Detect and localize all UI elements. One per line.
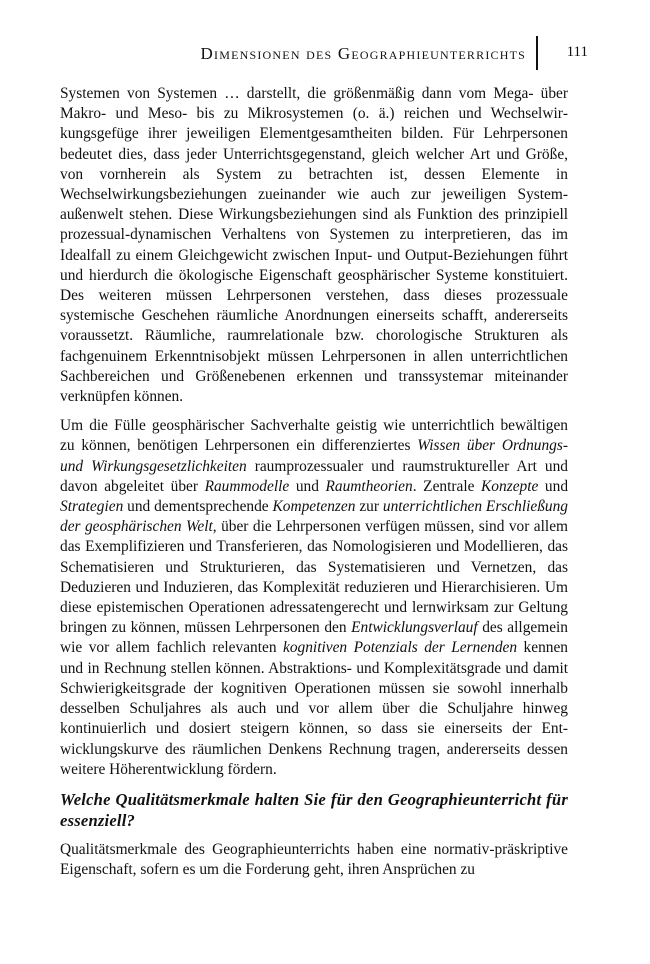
text-run: kennen und in Rechnung stellen können. Abstraktions- und Komplexitätsgrade und damit Schwierigkeitsgrade der kognitiven Operationen müssen sie sowohl innerhalb desselben Schuljahres als auch und vor allem über die Schuljahre hinweg kontinuierlich und dosiert steigern können, so dass sie einerseits der Entwicklungskurve des räumlichen Denkens Rechnung tragen, andererseits dessen weitere Höherentwicklung fördern. [60,639,568,778]
header-divider [536,36,538,70]
emphasis: Strategien [60,498,124,516]
running-title: Dimensionen des Geographieunterrichts [200,44,526,63]
text-run: und [538,477,569,495]
text-run: und dementsprechende [123,498,273,516]
text-run: raumprozessualer und raumstruktureller Art und davon abgeleitet über [60,457,568,495]
paragraph-1: Systemen von Systemen … darstellt, die größenmäßig dann vom Mega- über Makro- und Meso- bis zu Mikrosystemen (o. ä.) reichen und Wechselwirkungsgefüge ihrer jeweiligen Elementgesamtheiten bilden. Für Lehrpersonen bedeutet dies, dass jeder Unterrichtsgegenstand, gleich welcher Art und Größe, von vornherein als System zu betrachten ist, dessen Elemente in Wechselwirkungsbeziehungen zueinander wie auch zur jeweiligen Systemaußenwelt stehen. Diese Wirkungsbeziehungen sind als Funktion des prinzipiell prozessual-dynamischen Verhaltens von Systemen zu interpretieren, das im Idealfall zu einem Gleichgewicht zwischen Input- und Output-Beziehungen führt und hierdurch die ökologische Eigenschaft geosphärischer Systeme konstituiert. Des weiteren müssen Lehrpersonen verstehen, dass dieses prozessuale systemische Geschehen räumliche Anordnungen einerseits schafft, andererseits voraussetzt. Räumliche, raumrelationale bzw. chorologische Strukturen als fachgenuinem Erkenntnisobjekt müssen Lehrpersonen in allen unterrichtlichen Sachbereichen und Größenebenen erkennen und transsystemar miteinander verknüpfen können. [60,85,568,406]
text-run: des allgemein wie vor allem fachlich relevanten [60,619,568,657]
emphasis: Konzepte [481,477,539,495]
paragraph-3: Qualitätsmerkmale des Geographieunterrichts haben eine normativ-präskriptive Eigenschaft, sofern es um die Forderung geht, ihren Ansprüchen zu [60,840,568,879]
emphasis: unterrichtlichen Erschließung der geosphärischen Welt [60,498,568,536]
emphasis: Entwicklungsverlauf [351,619,478,637]
section-question-heading: Welche Qualitätsmerkmale halten Sie für den Geographieunterricht für essenziell? [60,789,568,830]
emphasis: kognitiven Potenzials der Lernenden [283,639,518,657]
page-number: 111 [566,44,588,60]
text-run: , über die Lehrpersonen verfügen müssen, sind vor allem das Exemplifizieren und Transferieren, das Nomologisieren und Modellieren, das Schematisieren und Strukturieren, das Systematisieren und Vernetzen, das Deduzieren und Induzieren, das Komplexität reduzieren und Hierarchisieren. Um diese epistemischen Operationen adressatengerecht und lernwirksam zur Geltung bringen zu können, müssen Lehrpersonen den [60,518,568,637]
text-run: und [289,477,326,495]
text-run: . Zentrale [412,477,482,495]
text-run: Um die Fülle geosphärischer Sachverhalte geistig wie unterrichtlich bewältigen zu können, benötigen Lehrpersonen ein differenziertes [60,417,568,455]
text-run: zur [355,498,383,516]
emphasis: Kompetenzen [272,498,356,516]
emphasis: Raummodelle [204,477,290,495]
emphasis: Wissen über Ordnungs- und Wirkungsgesetzlichkeiten [60,437,568,475]
emphasis: Raumtheorien [325,477,413,495]
running-head [60,36,588,68]
paragraph-2 [60,416,568,780]
body-text [60,84,568,880]
